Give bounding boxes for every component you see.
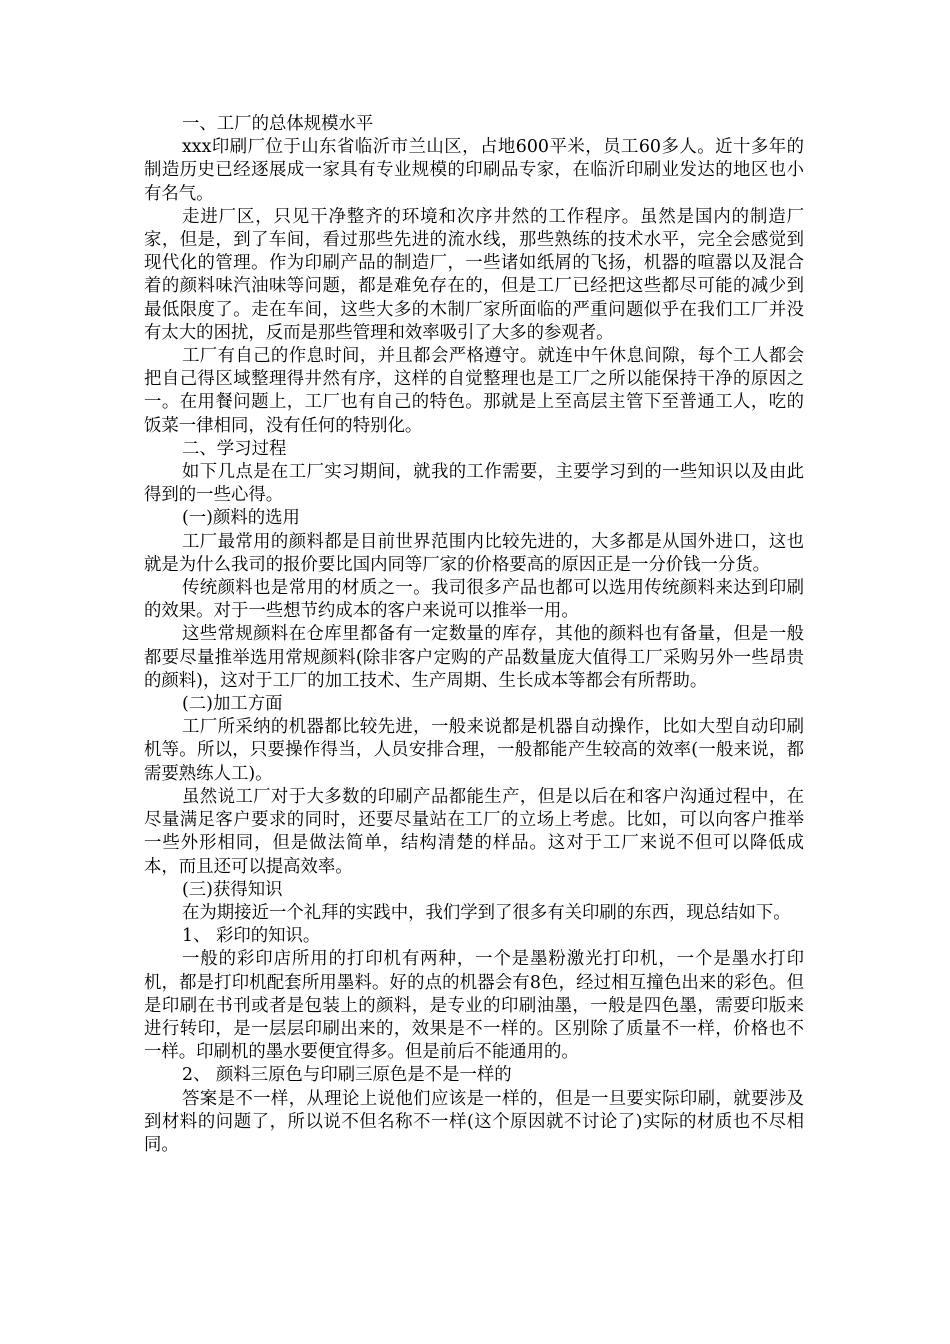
paragraph: 传统颜料也是常用的材质之一。我司很多产品也都可以选用传统颜料来达到印刷的效果。对于一些想节约成本的客户来说可以推举一用。 [144, 578, 804, 622]
paragraph: 一般的彩印店所用的打印机有两种，一个是墨粉激光打印机，一个是墨水打印机，都是打印机配套所用墨料。好的点的机器会有8色，经过相互撞色出来的彩色。但是印刷在书刊或者是包装上的颜料，是专业的印刷油墨，一般是四色墨，需要印版来进行转印，是一层层印刷出来的，效果是不一样的。区别除了质量不一样，价格也不一样。印刷机的墨水要便宜得多。但是前后不能通用的。 [144, 949, 804, 1063]
paragraph: 工厂最常用的颜料都是目前世界范围内比较先进的，大多都是从国外进口，这也就是为什么我司的报价要比国内同等厂家的价格要高的原因正是一分价钱一分货。 [144, 531, 804, 575]
paragraph: 这些常规颜料在仓库里都备有一定数量的库存，其他的颜料也有备量，但是一般都要尽量推举选用常规颜料(除非客户定购的产品数量庞大值得工厂采购另外一些昂贵的颜料)，这对于工厂的加工技术、生产周期、生长成本等都会有所帮助。 [144, 624, 804, 691]
paragraph: 在为期接近一个礼拜的实践中，我们学到了很多有关印刷的东西，现总结如下。 [182, 902, 791, 923]
paragraph: 虽然说工厂对于大多数的印刷产品都能生产，但是以后在和客户沟通过程中，在尽量满足客户要求的同时，还要尽量站在工厂的立场上考虑。比如，可以向客户推举一些外形相同，但是做法简单，结构清楚的样品。这对于工厂来说不但可以降低成本，而且还可以提高效率。 [144, 786, 804, 877]
subsection-heading: (二)加工方面 [182, 694, 283, 715]
paragraph: 工厂有自己的作息时间，并且都会严格遵守。就连中午休息间隙，每个工人都会把自己得区域整理得井然有序，这样的自觉整理也是工厂之所以能保持干净的原因之一。在用餐问题上，工厂也有自己的特色。那就是上至高层主管下至普通工人，吃的饭菜一律相同，没有任何的特别化。 [144, 346, 804, 436]
numbered-heading: 1、 彩印的知识。 [182, 926, 321, 947]
subsection-heading: (三)获得知识 [182, 879, 283, 900]
paragraph: 如下几点是在工厂实习期间，就我的工作需要，主要学习到的一些知识以及由此得到的一些心得。 [144, 462, 804, 506]
paragraph: 走进厂区，只见干净整齐的环境和次序井然的工作程序。虽然是国内的制造厂家，但是，到了车间，看过那些先进的流水线，那些熟练的技术水平，完全会感觉到现代化的管理。作为印刷产品的制造厂，一些诸如纸屑的飞扬，机器的喧嚣以及混合着的颜料味汽油味等问题，都是难免存在的，但是工厂已经把这些都尽可能的减少到最低限度了。走在车间，这些大多的木制厂家所面临的严重问题似乎在我们工厂并没有太大的困扰，反而是那些管理和效率吸引了大多的参观者。 [144, 206, 804, 343]
paragraph: xxx印刷厂位于山东省临沂市兰山区，占地600平米，员工60多人。近十多年的制造历史已经逐展成一家具有专业规模的印刷品专家，在临沂印刷业发达的地区也小有名气。 [144, 137, 804, 204]
paragraph: 工厂所采纳的机器都比较先进，一般来说都是机器自动操作，比如大型自动印刷机等。所以，只要操作得当，人员安排合理，一般都能产生较高的效率(一般来说，都需要熟练人工)。 [144, 717, 804, 784]
subsection-heading: (一)颜料的选用 [182, 508, 300, 529]
section-heading: 一、工厂的总体规模水平 [182, 114, 374, 134]
section-heading: 二、学习过程 [182, 438, 287, 459]
paragraph: 答案是不一样，从理论上说他们应该是一样的，但是一旦要实际印刷，就要涉及到材料的问题了，所以说不但名称不一样(这个原因就不讨论了)实际的材质也不尽相同。 [144, 1088, 804, 1155]
numbered-heading: 2、 颜料三原色与印刷三原色是不是一样的 [182, 1065, 512, 1086]
